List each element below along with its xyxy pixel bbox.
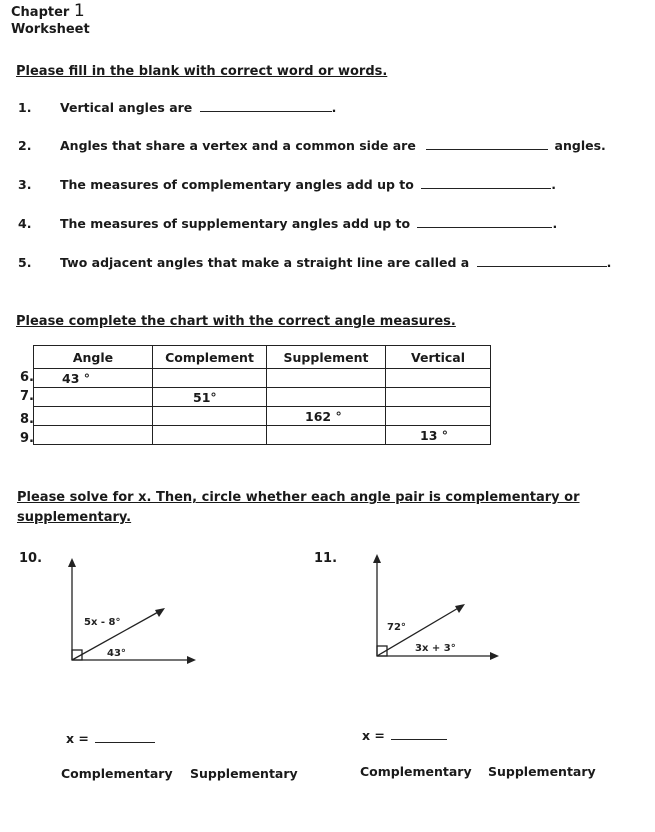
answer-blank[interactable] [426, 138, 548, 150]
worksheet-subtitle: Worksheet [11, 22, 90, 37]
cell-angle[interactable] [34, 407, 153, 426]
answer-blank[interactable] [417, 216, 552, 228]
header-supplement: Supplement [267, 346, 386, 369]
cell-supplement[interactable] [267, 388, 386, 407]
header-vertical: Vertical [386, 346, 491, 369]
header-angle: Angle [34, 346, 153, 369]
problem-11-option-complementary[interactable]: Complementary [360, 764, 472, 779]
arrowheads [68, 558, 196, 664]
question-end: . [552, 216, 558, 231]
cell-supplement[interactable] [267, 426, 386, 445]
problem-11-answer [362, 728, 447, 743]
chapter-label: Chapter [11, 5, 70, 20]
question-3 [18, 177, 556, 193]
cell-complement[interactable] [153, 426, 267, 445]
upper-angle-label: 5x - 8° [84, 617, 121, 628]
chart-row-8 [34, 407, 491, 426]
question-text: Two adjacent angles that make a straight line are called a [60, 255, 470, 270]
answer-blank[interactable] [200, 100, 332, 112]
cell-supplement: 162 ° [267, 407, 386, 426]
answer-label: x = [66, 731, 89, 746]
problem-10-option-supplementary[interactable]: Supplementary [190, 766, 298, 781]
cell-vertical[interactable] [386, 369, 491, 388]
problem-10-number: 10. [19, 551, 43, 566]
cell-complement: 51° [153, 388, 267, 407]
question-text: The measures of complementary angles add up to [60, 177, 414, 192]
angle-chart [33, 345, 491, 445]
question-end: . [551, 177, 556, 192]
section2-instruction: Please complete the chart with the correct angle measures. [16, 314, 456, 329]
cell-vertical[interactable] [386, 388, 491, 407]
chart-row-number: 9. [20, 431, 34, 446]
question-number: 4. [18, 216, 32, 231]
header-complement: Complement [153, 346, 267, 369]
section3-instruction-line1: Please solve for x. Then, circle whether each angle pair is complementary or [17, 490, 580, 505]
question-number: 5. [18, 255, 32, 270]
chart-row-number: 8. [20, 412, 34, 427]
problem-11-option-supplementary[interactable]: Supplementary [488, 764, 596, 779]
section1-instruction: Please fill in the blank with correct word or words. [16, 64, 388, 79]
question-1 [18, 100, 336, 116]
cell-angle: 43 ° [34, 369, 153, 388]
chart-row-number: 7. [20, 389, 34, 404]
question-text: Vertical angles are [60, 100, 193, 115]
answer-blank[interactable] [477, 255, 607, 267]
answer-blank[interactable] [421, 177, 551, 189]
problem-10-option-complementary[interactable]: Complementary [61, 766, 173, 781]
lower-angle-label: 3x + 3° [415, 643, 456, 654]
question-end: . [606, 255, 612, 270]
lower-angle-label: 43° [107, 648, 126, 659]
question-text: Angles that share a vertex and a common side are [60, 138, 416, 153]
question-number: 1. [18, 100, 32, 115]
question-2 [18, 138, 606, 154]
chapter-number: 1 [73, 1, 85, 21]
cell-angle[interactable] [34, 388, 153, 407]
section3-instruction-line2: supplementary. [17, 510, 132, 525]
chart-row-number: 6. [20, 370, 34, 385]
question-end: . [331, 100, 337, 115]
cell-complement[interactable] [153, 407, 267, 426]
answer-blank[interactable] [95, 731, 155, 743]
problem-10-answer [66, 731, 155, 746]
cell-complement[interactable] [153, 369, 267, 388]
chart-row-6 [34, 369, 491, 388]
question-end: angles. [554, 138, 606, 153]
chart-row-9 [34, 426, 491, 445]
question-5 [18, 255, 611, 271]
chart-header-row [34, 346, 491, 369]
question-number: 3. [18, 177, 32, 192]
problem-10-diagram [60, 556, 210, 668]
question-text: The measures of supplementary angles add up to [60, 216, 411, 231]
problem-11-diagram [365, 552, 515, 664]
chart-row-7 [34, 388, 491, 407]
chapter-heading [11, 3, 85, 21]
cell-supplement[interactable] [267, 369, 386, 388]
question-4 [18, 216, 557, 232]
cell-vertical: 13 ° [386, 426, 491, 445]
question-number: 2. [18, 138, 32, 153]
cell-vertical[interactable] [386, 407, 491, 426]
upper-angle-label: 72° [387, 622, 406, 633]
answer-label: x = [362, 728, 385, 743]
answer-blank[interactable] [391, 728, 447, 740]
problem-11-number: 11. [314, 551, 338, 566]
cell-angle[interactable] [34, 426, 153, 445]
